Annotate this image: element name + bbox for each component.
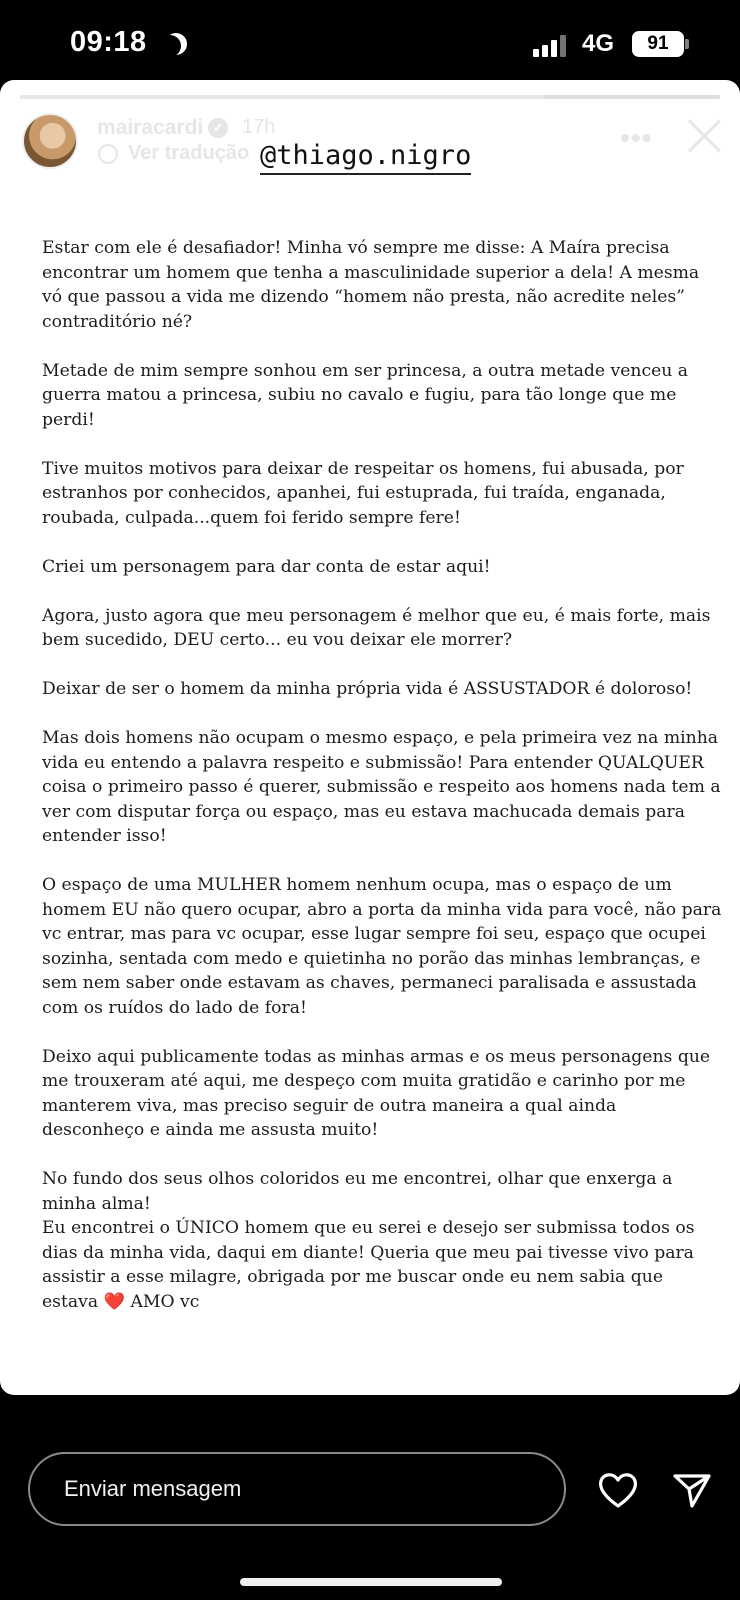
verified-icon: ✓ bbox=[208, 118, 228, 138]
heart-icon[interactable] bbox=[596, 1468, 640, 1512]
story-progress-fill bbox=[20, 95, 545, 99]
username[interactable]: mairacardi bbox=[97, 116, 204, 139]
home-indicator bbox=[240, 1578, 502, 1586]
paragraph: Tive muitos motivos para deixar de respeitar os homens, fui abusada, por estranhos por conhecidos, apanhei, fui estuprada, fui traída, enganada, roubada, culpada...quem foi ferido sempre fere! bbox=[42, 458, 684, 528]
network-type: 4G bbox=[582, 30, 615, 57]
story-progress-bar bbox=[20, 95, 720, 99]
signal-icon bbox=[533, 33, 569, 57]
closing-line-final bbox=[42, 1216, 722, 1314]
paragraph: Metade de mim sempre sonhou em ser princesa, a outra metade venceu a guerra matou a princesa, subiu no cavalo e fugiu, para tão longe que me perdi! bbox=[42, 360, 689, 430]
story-card[interactable] bbox=[0, 80, 740, 1395]
close-icon[interactable] bbox=[686, 116, 724, 154]
paragraph: Deixo aqui publicamente todas as minhas armas e os meus personagens que me trouxeram até aqui, me despeço com muita gratidão e carinho por me manterem viva, mas preciso seguir de outra maneira a qual ainda desconheço e ainda me assusta muito! bbox=[42, 1046, 711, 1140]
send-icon[interactable] bbox=[670, 1468, 714, 1512]
paragraph: O espaço de uma MULHER homem nenhum ocupa, mas o espaço de um homem EU não quero ocupar, abro a porta da minha vida para você, não para vc entrar, mas para vc ocupar, esse lugar sempre foi seu, espaço que ocupei sozinha, sentada com medo e quietinha no porão das minhas lembranças, e sem nem saber onde estavam as chaves, permaneci paralisada e assustada com os ruídos do lado de fora! bbox=[42, 875, 722, 1018]
paragraph: Agora, justo agora que meu personagem é melhor que eu, é mais forte, mais bem sucedido, DEU certo... eu vou deixar ele morrer? bbox=[42, 605, 711, 650]
closing-paragraph bbox=[42, 1167, 722, 1314]
mention-sticker[interactable]: @thiago.nigro bbox=[260, 140, 471, 175]
translate-link[interactable]: Ver tradução bbox=[128, 142, 250, 164]
status-bar bbox=[0, 0, 740, 80]
battery-tip bbox=[685, 39, 689, 49]
avatar[interactable] bbox=[22, 113, 78, 169]
heart-emoji: ❤️ bbox=[103, 1291, 125, 1312]
paragraph: Estar com ele é desafiador! Minha vó sempre me disse: A Maíra precisa encontrar um homem que tenha a masculinidade superior a dela! A mesma vó que passou a vida me dizendo “homem não presta, não acredite neles” contraditório né? bbox=[42, 238, 700, 332]
translate-icon[interactable] bbox=[98, 144, 118, 164]
closing-line: No fundo dos seus olhos coloridos eu me encontrei, olhar que enxerga a minha alma! bbox=[42, 1169, 673, 1214]
story-letter bbox=[42, 236, 722, 1314]
paragraph: Criei um personagem para dar conta de estar aqui! bbox=[42, 556, 491, 577]
battery-icon: 91 bbox=[632, 31, 684, 57]
paragraph: Mas dois homens não ocupam o mesmo espaço, e pela primeira vez na minha vida eu entendo a palavra respeito e submissão! Para entender QUALQUER coisa o primeiro passo é querer, submissão e respeito aos homens nada tem a ver com disputar força ou espaço, mas eu estava machucada demais para entender isso! bbox=[42, 728, 721, 846]
closing-text: Eu encontrei o ÚNICO homem que eu serei e desejo ser submissa todos os dias da minha vida, daqui em diante! Queria que meu pai tivesse vivo para assistir a esse milagre, obrigada por me buscar onde eu nem sabia que estava bbox=[42, 1218, 695, 1312]
paragraph: Deixar de ser o homem da minha própria vida é ASSUSTADOR é doloroso! bbox=[42, 679, 693, 699]
more-options-icon[interactable]: ••• bbox=[620, 122, 653, 153]
moon-icon bbox=[159, 35, 181, 57]
post-time: 17h bbox=[242, 116, 276, 138]
message-input[interactable] bbox=[28, 1452, 566, 1526]
status-time: 09:18 bbox=[70, 26, 147, 58]
sign-off: AMO vc bbox=[130, 1291, 200, 1312]
